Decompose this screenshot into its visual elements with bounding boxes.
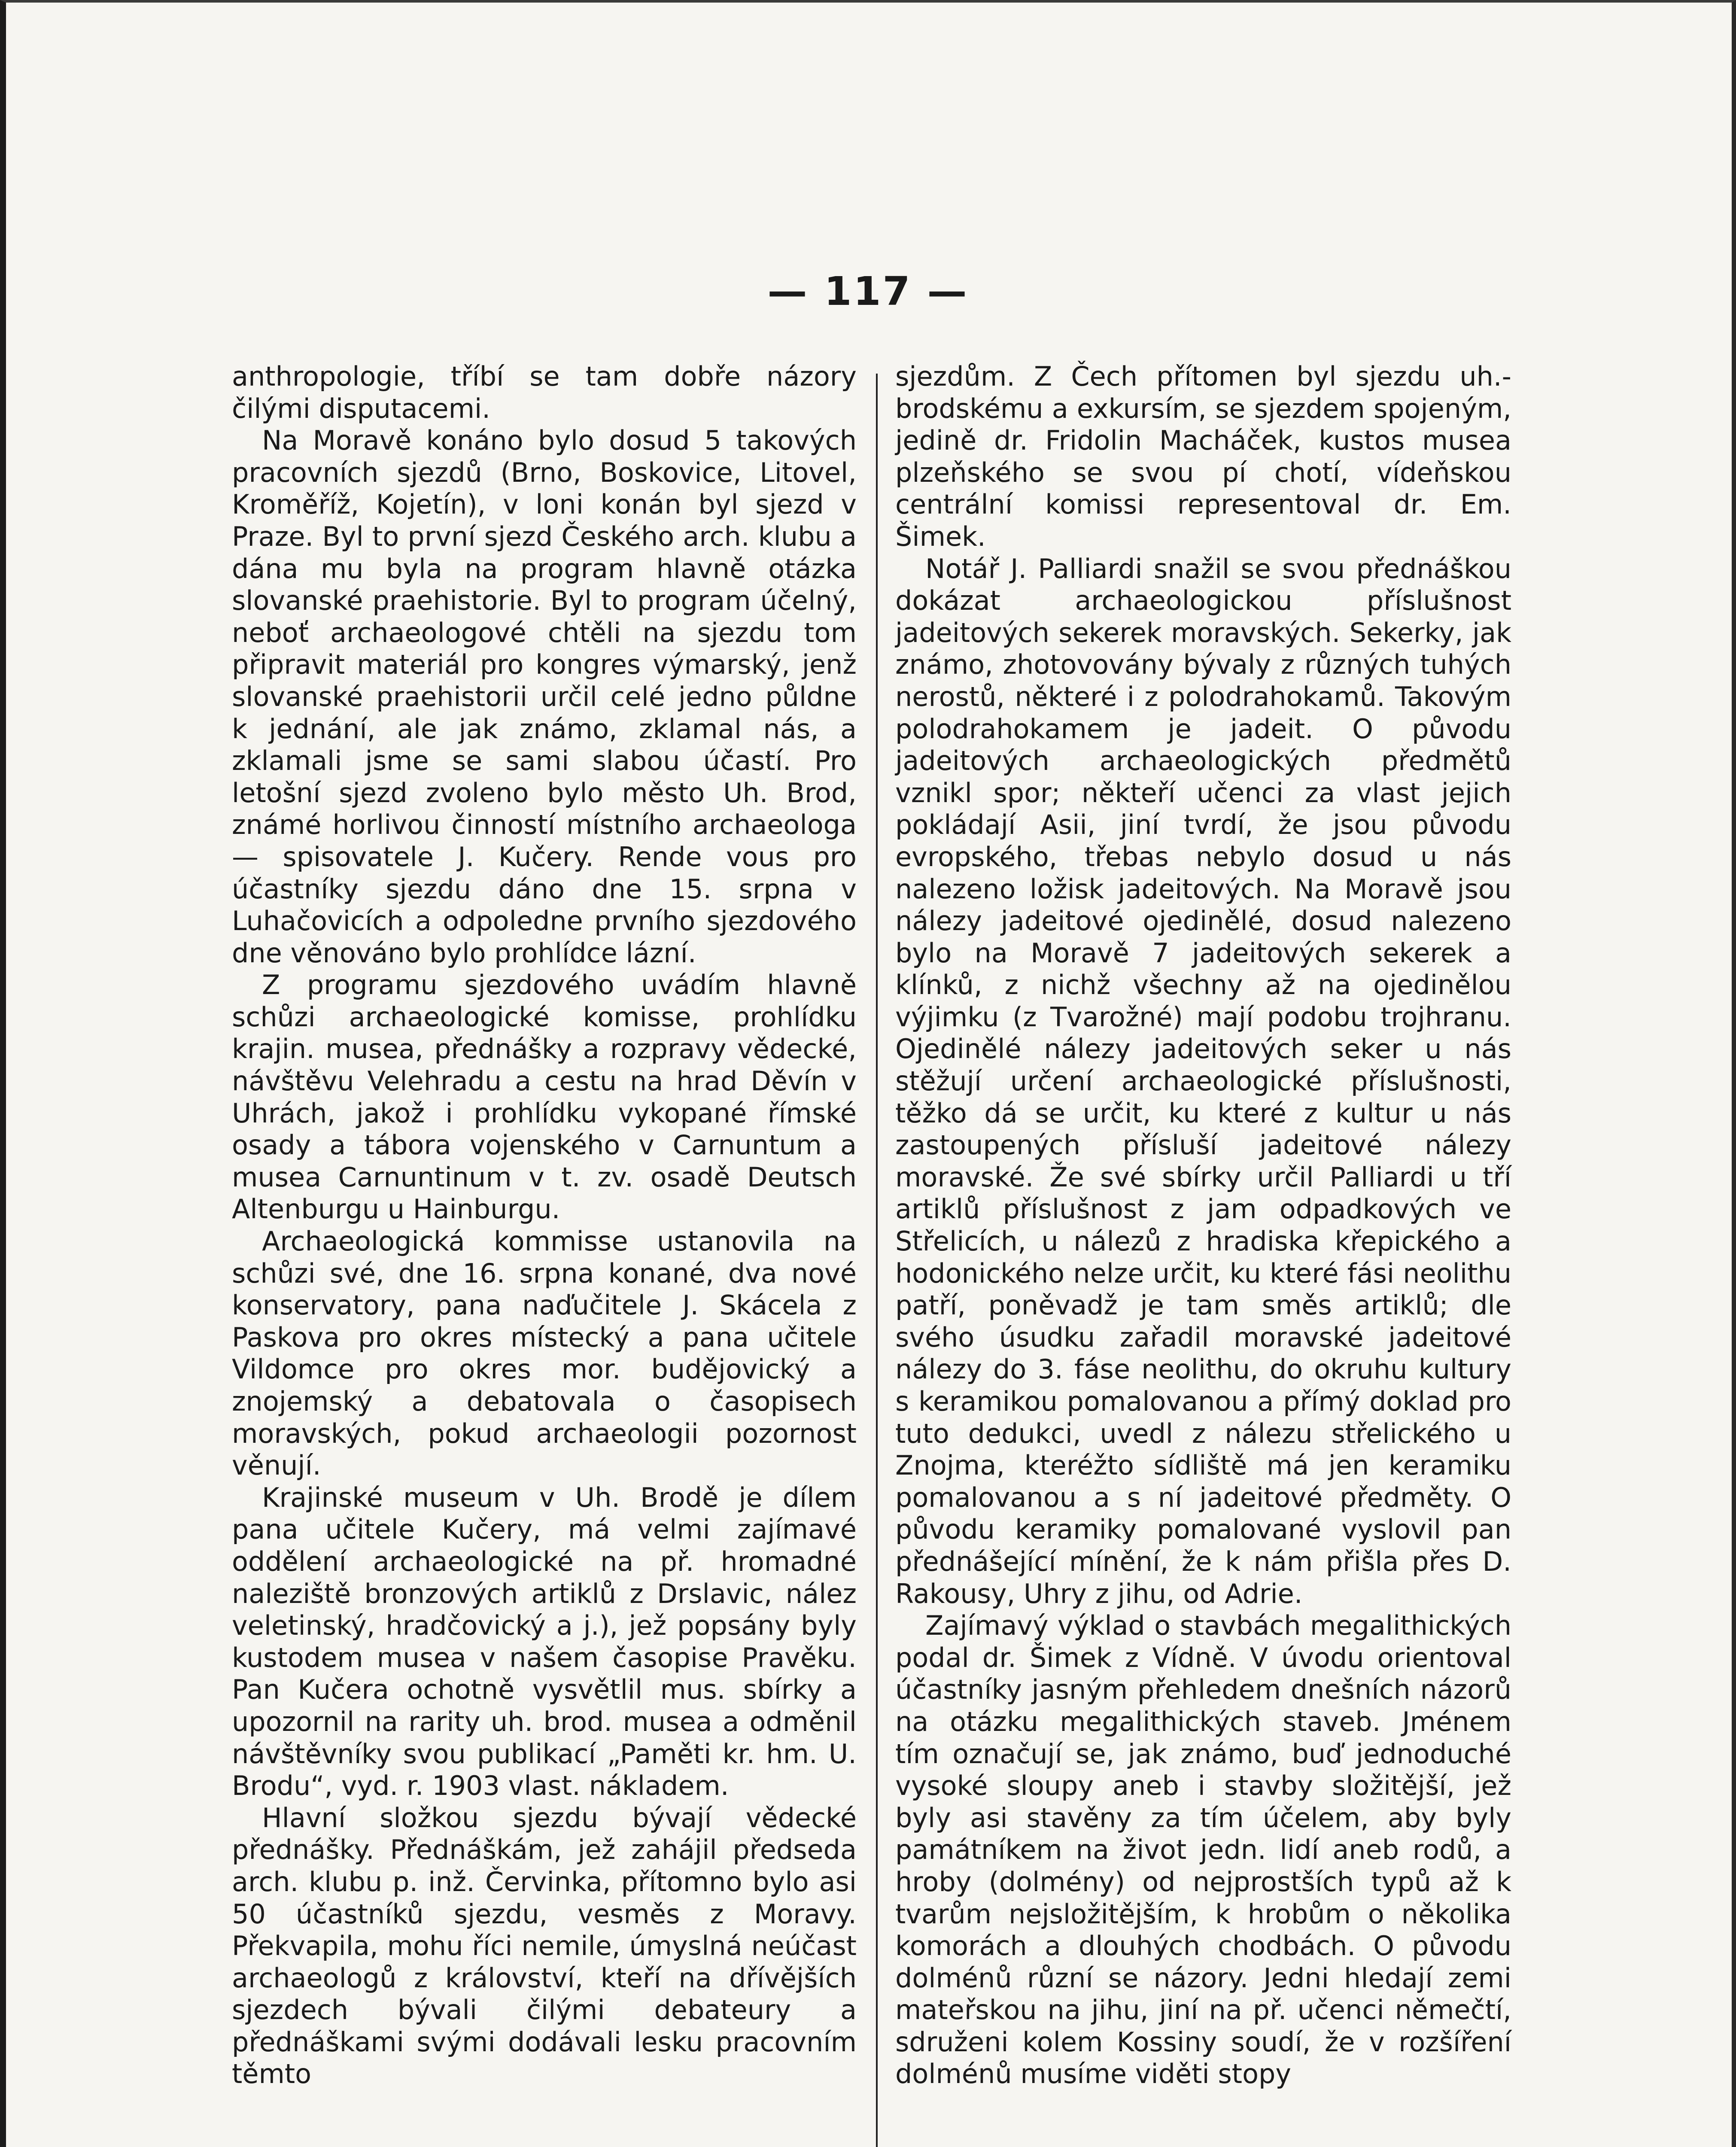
column-divider — [876, 374, 878, 2147]
paragraph: anthropologie, tříbí se tam dobře názory čilými disputacemi. — [232, 361, 857, 424]
page-number: — 117 — — [767, 268, 969, 314]
right-column — [895, 361, 1511, 2090]
paragraph: Na Moravě konáno bylo dosud 5 takových pracovních sjezdů (Brno, Boskovice, Litovel, Kroměříž, Kojetín), v loni konán byl sjezd v Praze. Byl to první sjezd Českého arch. klubu a dána mu byla na program hlavně otázka slovanské praehistorie. Byl to program účelný, neboť archaeologové chtěli na sjezdu tom připravit materiál pro kongres výmarský, jenž slovanské praehistorii určil celé jedno půldne k jednání, ale jak známo, zklamal nás, a zklamali jsme se sami slabou účastí. Pro letošní sjezd zvoleno bylo město Uh. Brod, známé horlivou činností místního archaeologa — spisovatele J. Kučery. Rende vous pro účastníky sjezdu dáno dne 15. srpna v Luhačovicích a odpoledne prvního sjezdového dne věnováno bylo prohlídce lázní. — [232, 425, 857, 969]
paragraph: Zajímavý výklad o stavbách megalithických podal dr. Šimek z Vídně. V úvodu orientoval účastníky jasným přehledem dnešních názorů na otázku megalithických staveb. Jménem tím označují se, jak známo, buď jednoduché vysoké sloupy aneb i stavby složitější, jež byly asi stavěny za tím účelem, aby byly památníkem na život jedn. lidí aneb rodů, a hroby (dolmény) od nejprostších typů až k tvarům nejsložitějším, k hrobům o několika komorách a dlouhých chodbách. O původu dolménů různí se názory. Jedni hledají zemi mateřskou na jihu, jiní na př. učenci němečtí, sdruženi kolem Kossiny soudí, že v rozšíření dolménů musíme viděti stopy — [895, 1610, 1511, 2090]
left-column — [232, 361, 857, 2090]
paragraph: Archaeologická kommisse ustanovila na schůzi své, dne 16. srpna konané, dva nové konservatory, pana naďučitele J. Skácela z Paskova pro okres místecký a pana učitele Vildomce pro okres mor. budějovický a znojemský a debatovala o časopisech moravských, pokud archaeologii pozornost věnují. — [232, 1226, 857, 1481]
paragraph: Notář J. Palliardi snažil se svou přednáškou dokázat archaeologickou příslušnost jadeitových sekerek moravských. Sekerky, jak známo, zhotovovány bývaly z různých tuhých nerostů, některé i z polodrahokamů. Takovým polodrahokamem je jadeit. O původu jadeitových archaeologických předmětů vznikl spor; někteří učenci za vlast jejich pokládají Asii, jiní tvrdí, že jsou původu evropského, třebas nebylo dosud u nás nalezeno ložisk jadeitových. Na Moravě jsou nálezy jadeitové ojedinělé, dosud nalezeno bylo na Moravě 7 jadeitových sekerek a klínků, z nichž všechny až na ojedinělou výjimku (z Tvarožné) mají podobu trojhranu. Ojedinělé nálezy jadeitových seker u nás stěžují určení archaeologické příslušnosti, těžko dá se určit, ku které z kultur u nás zastoupených přísluší jadeitové nálezy moravské. Že své sbírky určil Palliardi u tří artiklů příslušnost z jam odpadkových ve Střelicích, u nálezů z hradiska křepického a hodonického nelze určit, ku které fási neolithu patří, poněvadž je tam směs artiklů; dle svého úsudku zařadil moravské jadeitové nálezy do 3. fáse neolithu, do okruhu kultury s keramikou pomalovanou a přímý doklad pro tuto dedukci, uvedl z nálezu střelického u Znojma, kteréžto sídliště má jen keramiku pomalovanou a s ní jadeitové předměty. O původu keramiky pomalované vyslovil pan přednášející mínění, že k nám přišla přes D. Rakousy, Uhry z jihu, od Adrie. — [895, 553, 1511, 1609]
paragraph: sjezdům. Z Čech přítomen byl sjezdu uh.-brodskému a exkursím, se sjezdem spojeným, jedině dr. Fridolin Macháček, kustos musea plzeňského se svou pí chotí, vídeňskou centrální komissi representoval dr. Em. Šimek. — [895, 361, 1511, 552]
paragraph: Krajinské museum v Uh. Brodě je dílem pana učitele Kučery, má velmi zajímavé oddělení archaeologické na př. hromadné naleziště bronzových artiklů z Drslavic, nález veletinský, hradčovický a j.), jež popsány byly kustodem musea v našem časopise Pravěku. Pan Kučera ochotně vysvětlil mus. sbírky a upozornil na rarity uh. brod. musea a odměnil návštěvníky svou publikací „Paměti kr. hm. U. Brodu“, vyd. r. 1903 vlast. nákladem. — [232, 1481, 857, 1802]
paragraph: Hlavní složkou sjezdu bývají vědecké přednášky. Přednáškám, jež zahájil předseda arch. klubu p. inž. Červinka, přítomno bylo asi 50 účastníků sjezdu, vesměs z Moravy. Překvapila, mohu říci nemile, úmyslná neúčast archaeologů z království, kteří na dřívějších sjezdech bývali čilými debateury a přednáškami svými dodávali lesku pracovním těmto — [232, 1802, 857, 2090]
paragraph: Z programu sjezdového uvádím hlavně schůzi archaeologické komisse, prohlídku krajin. musea, přednášky a rozpravy vědecké, návštěvu Velehradu a cestu na hrad Děvín v Uhrách, jakož i prohlídku vykopané římské osady a tábora vojenského v Carnuntum a musea Carnuntinum v t. zv. osadě Deutsch Altenburgu u Hainburgu. — [232, 969, 857, 1225]
